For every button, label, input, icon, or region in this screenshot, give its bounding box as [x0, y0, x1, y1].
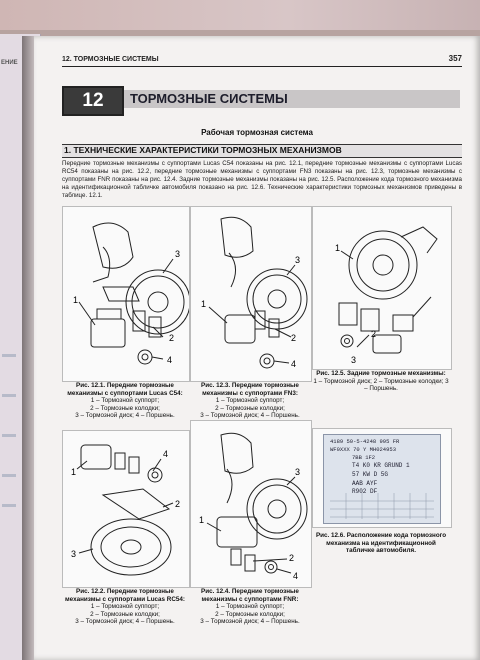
- caption-line: 2 – Тормозные колодки;: [90, 610, 160, 618]
- plate-line: T4 K0 KR GRUND 1: [352, 462, 410, 469]
- figure-12-4: [190, 420, 312, 588]
- caption-line: 1 – Тормозной диск; 2 – Тормозные колодки; 3 – Поршень.: [313, 377, 449, 393]
- rear-brake-drawing: [313, 207, 451, 369]
- figure-12-3: [190, 206, 312, 382]
- plate-grid-lines: [330, 493, 434, 519]
- figure-12-5: [312, 206, 452, 370]
- callout-label: 2: [291, 333, 297, 343]
- caption-line: 1 – Тормозной суппорт;: [90, 603, 160, 611]
- figure-12-1: [62, 206, 190, 382]
- caption-line: 1 – Тормозной суппорт;: [215, 603, 285, 611]
- caption-12-5: [312, 370, 450, 393]
- callout-label: 4: [291, 359, 297, 369]
- running-head-chapter: 12. ТОРМОЗНЫЕ СИСТЕМЫ: [62, 56, 159, 63]
- caption-title: Рис. 12.1. Передние тормозные механизмы с суппортами Lucas C54:: [67, 382, 183, 397]
- chapter-number: 12: [62, 86, 124, 116]
- intro-paragraph: Передние тормозные механизмы с суппортами Lucas C54 показаны на рис. 12.1, передние тормозные механизмы с суппортами Lucas RC54 показаны на рис. 12.2, передние тормозные механизмы с суппортами FN3 показаны на рис. 12.3, тормозные механизмы с суппортами FNR показаны на рис. 12.4. Задние тормозные механизмы показаны на рис. 12.5. Расположение кода тормозного механизма на идентификационной табличке автомобиля показано на рис. 12.6. Технические характеристики тормозных механизмов приведены в таблице. 12.1.: [62, 160, 462, 199]
- caption-12-3: [190, 382, 310, 420]
- callout-label: 3: [71, 549, 77, 559]
- brake-assembly-drawing: [191, 207, 311, 381]
- left-page-fragment: ЕНИЕ: [1, 60, 18, 66]
- plate-code-grid: [330, 493, 434, 519]
- caption-line: 2 – Тормозные колодки;: [90, 404, 160, 412]
- callout-label: 1: [73, 295, 79, 305]
- plate-line: AAB AYF: [352, 480, 378, 487]
- page-number: 357: [448, 54, 462, 63]
- caption-title: Рис. 12.4. Передние тормозные механизмы с суппортами FNR:: [201, 588, 299, 603]
- callout-label: 2: [175, 499, 181, 509]
- caption-title: Рис. 12.5. Задние тормозные механизмы:: [316, 370, 446, 377]
- caption-line: 3 – Тормозной диск; 4 – Поршень.: [75, 618, 175, 626]
- callout-label: 3: [295, 255, 301, 265]
- caption-line: 3 – Тормозной диск; 4 – Поршень.: [200, 618, 300, 626]
- callout-label: 1: [335, 243, 341, 253]
- id-plate: [323, 434, 441, 524]
- caption-line: 1 – Тормозной суппорт;: [215, 397, 285, 405]
- section-title: 1. ТЕХНИЧЕСКИЕ ХАРАКТЕРИСТИКИ ТОРМОЗНЫХ МЕХАНИЗМОВ: [64, 145, 342, 155]
- callout-label: 1: [201, 299, 207, 309]
- callout-label: 3: [175, 249, 181, 259]
- plate-line: WF0XXX 70 Y MH024953: [330, 446, 397, 453]
- running-head: [62, 54, 462, 67]
- caption-line: 2 – Тормозные колодки;: [215, 404, 285, 412]
- caption-line: 1 – Тормозной суппорт;: [90, 397, 160, 405]
- left-page-mark: [2, 354, 16, 357]
- plate-line: R902 DF: [352, 488, 378, 495]
- callout-label: 2: [169, 333, 175, 343]
- book-page: [34, 36, 480, 660]
- callout-label: 4: [293, 571, 299, 581]
- plate-line: 7BB 1F2: [352, 454, 376, 461]
- plate-line: 4189 50-5-4248 995 FR: [330, 438, 400, 445]
- callout-label: 1: [71, 467, 77, 477]
- caption-12-6: [314, 532, 448, 555]
- brake-assembly-drawing: [191, 421, 311, 587]
- left-page-mark: [2, 434, 16, 437]
- left-page-mark: [2, 394, 16, 397]
- plate-line: 57 KW D 5G: [352, 471, 389, 478]
- caption-title: Рис. 12.6. Расположение кода тормозного механизма на идентификационной табличке автомобиля.: [315, 532, 447, 555]
- callout-label: 1: [199, 515, 205, 525]
- caption-line: 3 – Тормозной диск; 4 – Поршень.: [75, 412, 175, 420]
- figure-12-2: [62, 430, 190, 588]
- callout-label: 4: [163, 449, 169, 459]
- brake-assembly-drawing: [63, 207, 189, 381]
- callout-label: 2: [371, 329, 377, 339]
- chapter-title: ТОРМОЗНЫЕ СИСТЕМЫ: [130, 91, 288, 106]
- background-wall: [0, 0, 480, 30]
- caption-12-4: [190, 588, 310, 626]
- caption-line: 3 – Тормозной диск; 4 – Поршень.: [200, 412, 300, 420]
- left-page-mark: [2, 474, 16, 477]
- caption-12-2: [62, 588, 188, 626]
- caption-title: Рис. 12.2. Передние тормозные механизмы с суппортами Lucas RC54:: [65, 588, 185, 603]
- brake-assembly-drawing: [63, 431, 189, 587]
- callout-label: 3: [295, 467, 301, 477]
- caption-line: 2 – Тормозные колодки;: [215, 610, 285, 618]
- left-page-mark: [2, 504, 16, 507]
- callout-label: 3: [351, 355, 357, 365]
- caption-12-1: [62, 382, 188, 420]
- caption-title: Рис. 12.3. Передние тормозные механизмы с суппортами FN3:: [201, 382, 299, 397]
- callout-label: 4: [167, 355, 173, 365]
- subsection-title: Рабочая тормозная система: [201, 128, 313, 137]
- callout-label: 2: [289, 553, 295, 563]
